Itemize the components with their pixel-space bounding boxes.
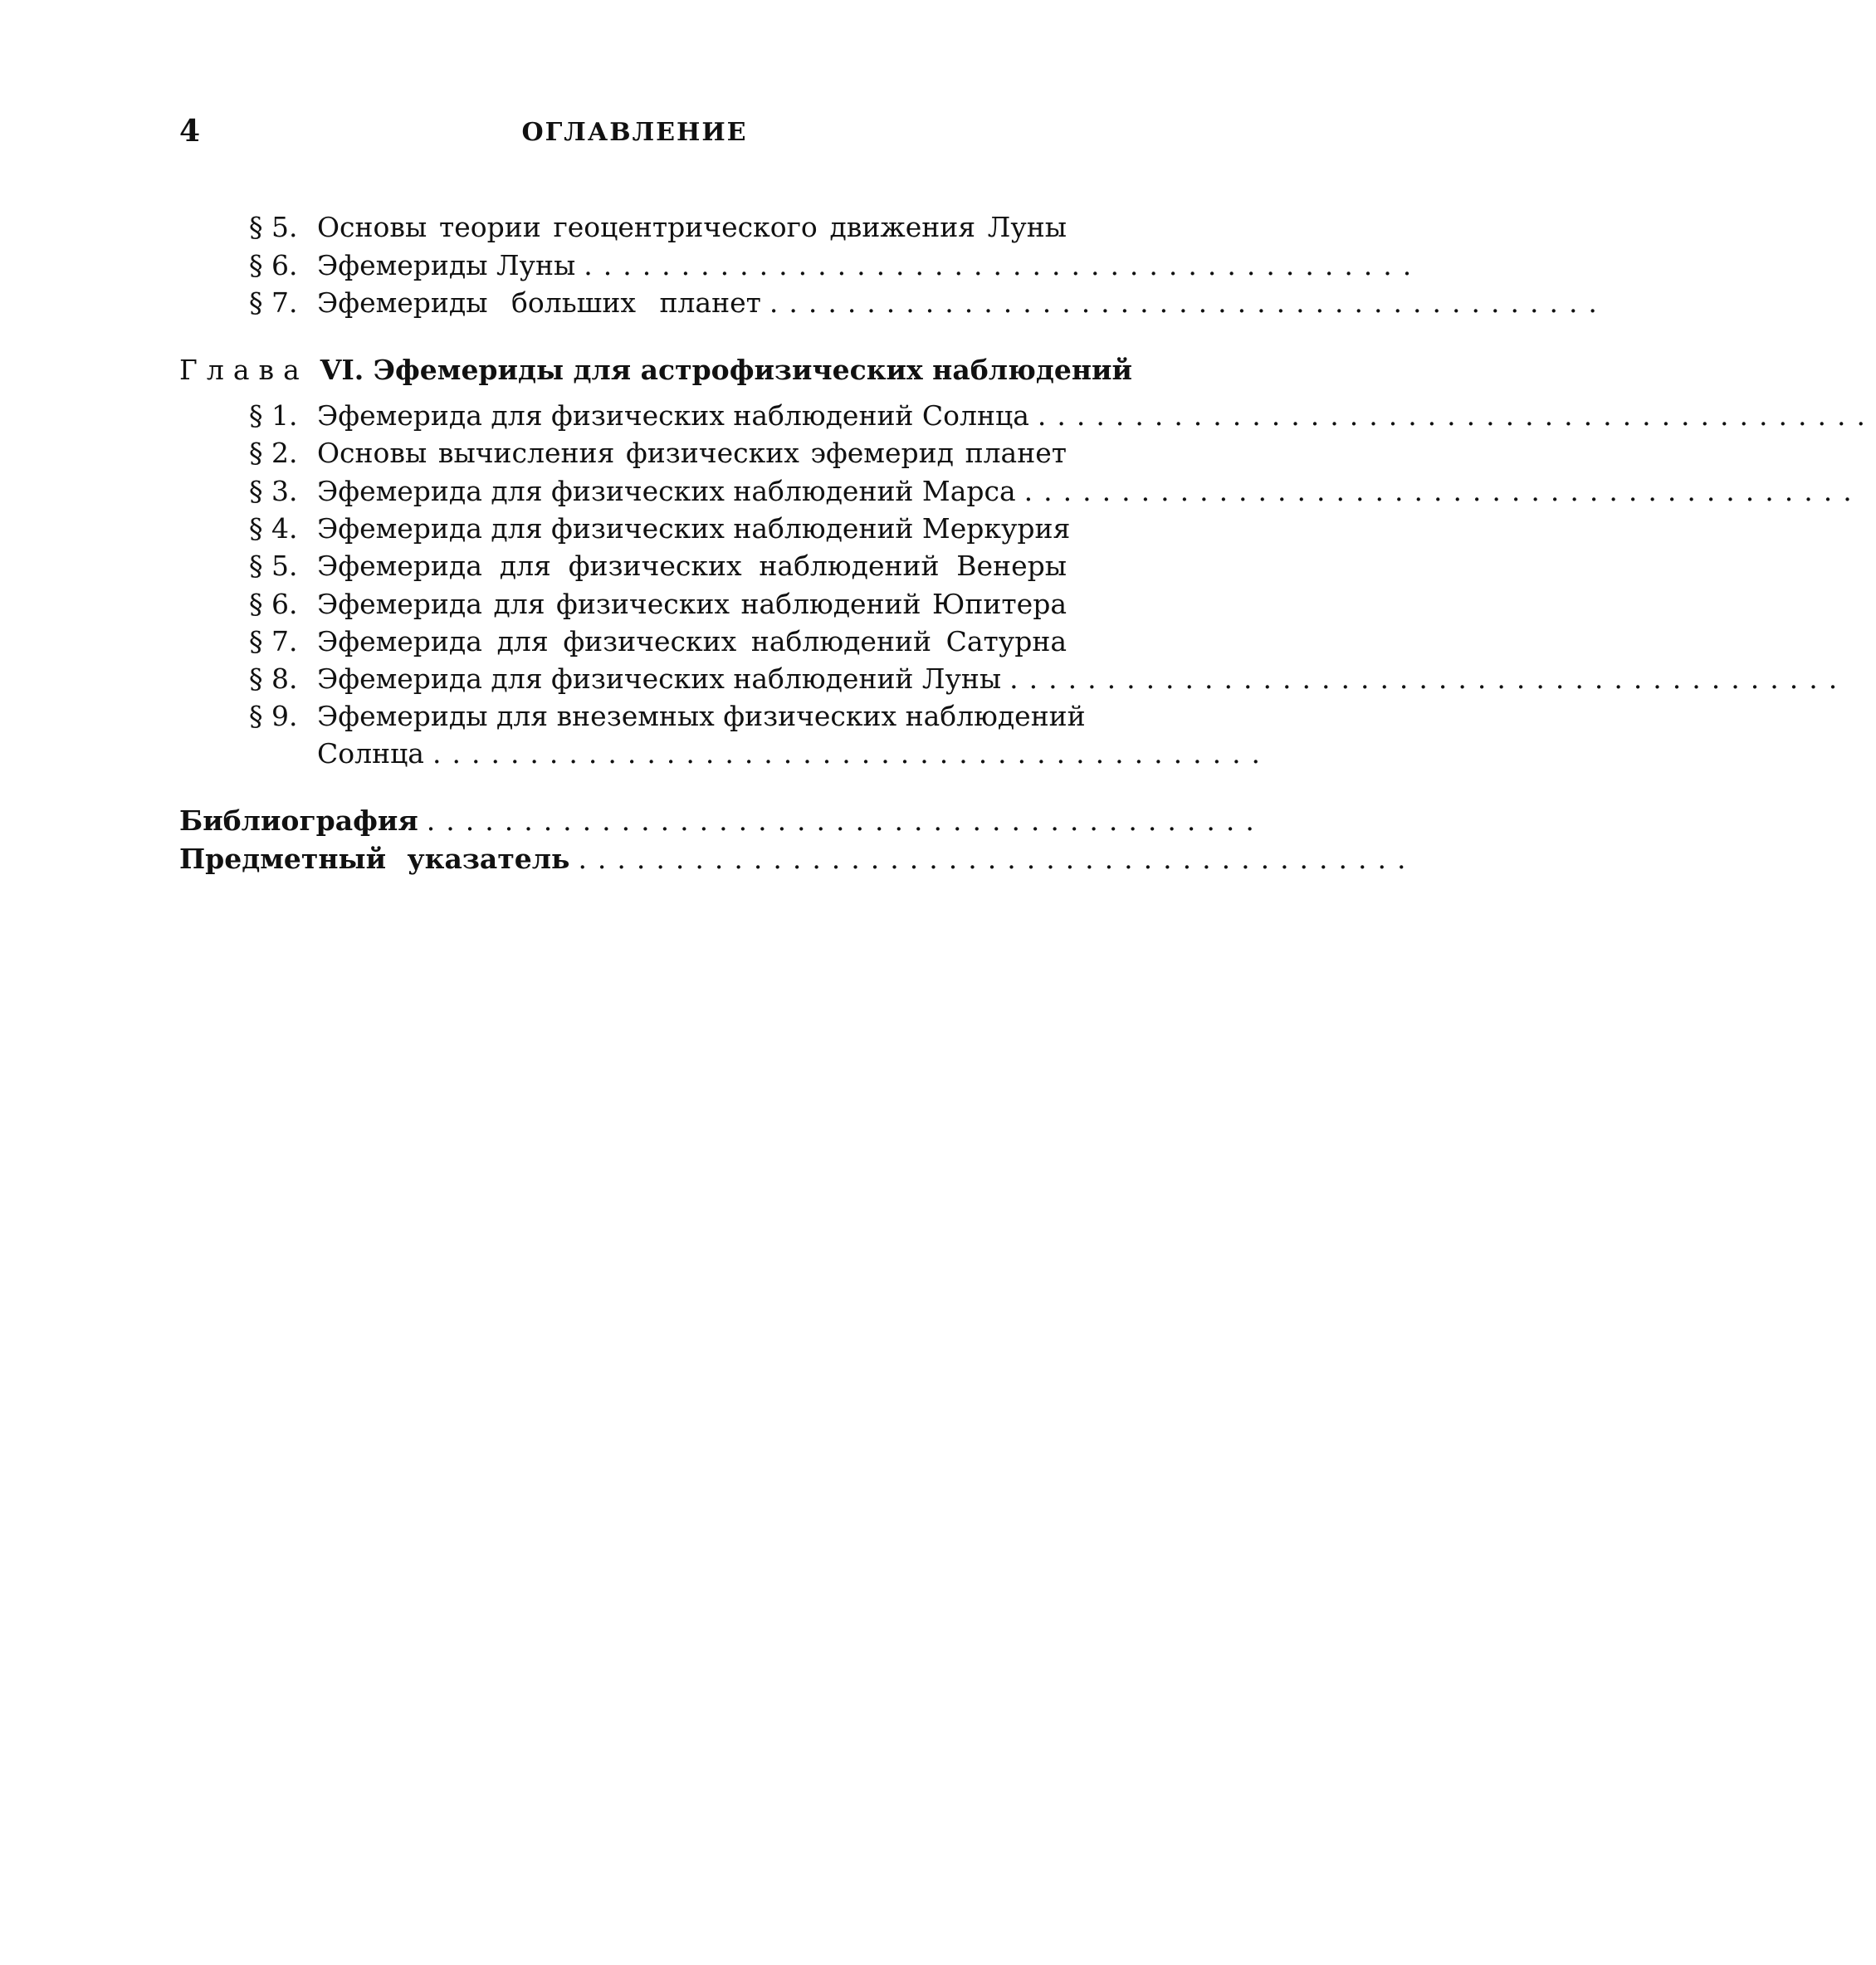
section-number: § 3.: [249, 475, 298, 507]
toc-entry-ch6-s5[interactable]: [249, 550, 1067, 583]
dot-leader: ...........................................: [1023, 475, 1863, 507]
page-number: 4: [179, 114, 201, 149]
toc-entry-ch5-s7[interactable]: [249, 286, 1608, 320]
section-number: § 5.: [249, 550, 298, 582]
section-number: § 7.: [249, 625, 298, 657]
dot-leader: ...........................................: [578, 843, 1417, 875]
section-number: § 7.: [249, 286, 298, 319]
section-title-continuation: Солнца: [317, 737, 424, 770]
toc-entry-ch6-s2[interactable]: [249, 437, 1067, 470]
section-number: § 5.: [249, 211, 298, 243]
section-number: § 8.: [249, 662, 298, 695]
toc-chapter-6[interactable]: [179, 354, 1132, 387]
section-title: Эфемерида для физических наблюдений Луны: [317, 662, 1002, 695]
toc-entry-ch6-s3[interactable]: [249, 475, 1863, 508]
toc-entry-ch6-s1[interactable]: [249, 399, 1876, 433]
section-title: Эфемериды больших планет: [317, 286, 761, 319]
section-title: Эфемериды Луны: [317, 249, 576, 281]
section-title: Эфемерида для физических наблюдений Меркурия: [317, 512, 1071, 545]
section-title: Основы вычисления физических эфемерид планет: [317, 437, 1067, 469]
toc-entry-subject-index[interactable]: [179, 843, 1417, 876]
section-title: Эфемерида для физических наблюдений Сатурна: [317, 625, 1067, 657]
section-title: Эфемерида для физических наблюдений Юпитера: [317, 588, 1067, 620]
dot-leader: ...........................................: [584, 249, 1423, 281]
toc-entry-ch6-s4[interactable]: [249, 512, 1071, 545]
section-number: § 1.: [249, 399, 298, 432]
toc-entry-ch5-s5[interactable]: [249, 211, 1067, 244]
toc-entry-bibliography[interactable]: [179, 804, 1265, 838]
section-number: § 6.: [249, 588, 298, 620]
section-number: § 6.: [249, 249, 298, 281]
bibliography-title: Библиография: [179, 804, 418, 837]
dot-leader: ...........................................: [1009, 662, 1849, 695]
section-number: § 2.: [249, 437, 298, 469]
running-head: ОГЛАВЛЕНИЕ: [521, 118, 748, 147]
dot-leader: ...........................................: [769, 286, 1608, 319]
dot-leader: ...........................................: [426, 804, 1265, 837]
toc-entry-ch6-s6[interactable]: [249, 588, 1067, 621]
toc-entry-ch6-s8[interactable]: [249, 662, 1849, 696]
chapter-label: Глава: [179, 354, 309, 386]
section-title: Эфемерида для физических наблюдений Марса: [317, 475, 1016, 507]
toc-entry-ch5-s6[interactable]: [249, 249, 1423, 282]
toc-entry-ch6-s7[interactable]: [249, 625, 1067, 658]
subject-index-title: Предметный указатель: [179, 843, 570, 875]
section-number: § 9.: [249, 700, 298, 732]
chapter-title: VI. Эфемериды для астрофизических наблюдений: [320, 354, 1132, 386]
dot-leader: ...........................................: [1037, 399, 1876, 432]
section-title: Эфемерида для физических наблюдений Венеры: [317, 550, 1067, 582]
section-title: Эфемерида для физических наблюдений Солнца: [317, 399, 1029, 432]
section-title: Эфемериды для внеземных физических наблюдений: [317, 700, 1086, 732]
toc-entry-ch6-s9[interactable]: [249, 700, 1086, 733]
section-number: § 4.: [249, 512, 298, 545]
section-title: Основы теории геоцентрического движения Луны: [317, 211, 1067, 243]
toc-entry-ch6-s9-cont[interactable]: [317, 737, 1272, 770]
dot-leader: ...........................................: [432, 737, 1272, 770]
